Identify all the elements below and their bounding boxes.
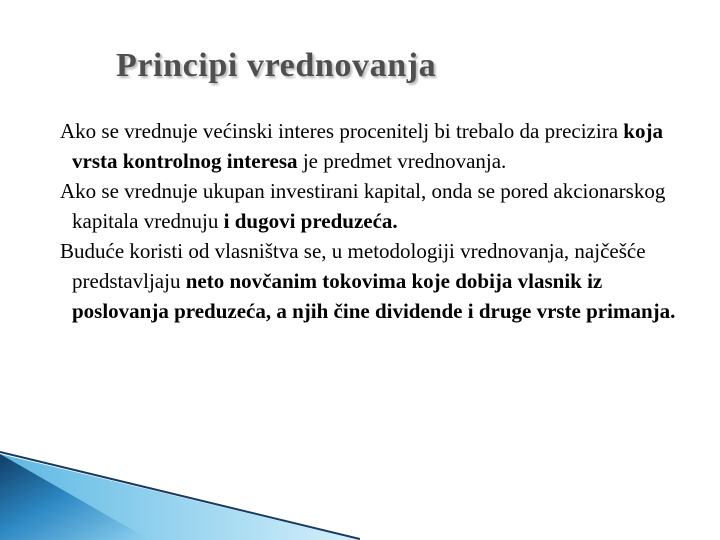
paragraph-3-emphasis: neto novčanim tokovima koje dobija vlasnik iz poslovanja preduzeća, a njih čine dividende i druge vrste primanja. — [72, 269, 676, 323]
corner-decoration — [0, 450, 360, 540]
paragraph-1-emphasis: koja vrsta kontrolnog interesa — [72, 119, 663, 173]
slide-title: Principi vrednovanja — [116, 47, 437, 84]
paragraph-2-text: Ako se vrednuje ukupan investirani kapital, onda se pored akcionarskog kapitala vrednuju — [60, 179, 666, 233]
paragraph-2 — [58, 176, 698, 236]
paragraph-1 — [58, 116, 698, 176]
paragraph-3 — [58, 236, 698, 326]
paragraph-1-tail: je predmet vrednovanja. — [297, 149, 507, 173]
paragraph-2-emphasis: i dugovi preduzeća. — [223, 209, 398, 233]
paragraph-3-text: Buduće koristi od vlasništva se, u metodologiji vrednovanja, najčešće predstavljaju — [60, 239, 646, 293]
slide-body — [58, 116, 698, 326]
paragraph-1-text: Ako se vrednuje većinski interes procenitelj bi trebalo da precizira — [60, 119, 624, 143]
